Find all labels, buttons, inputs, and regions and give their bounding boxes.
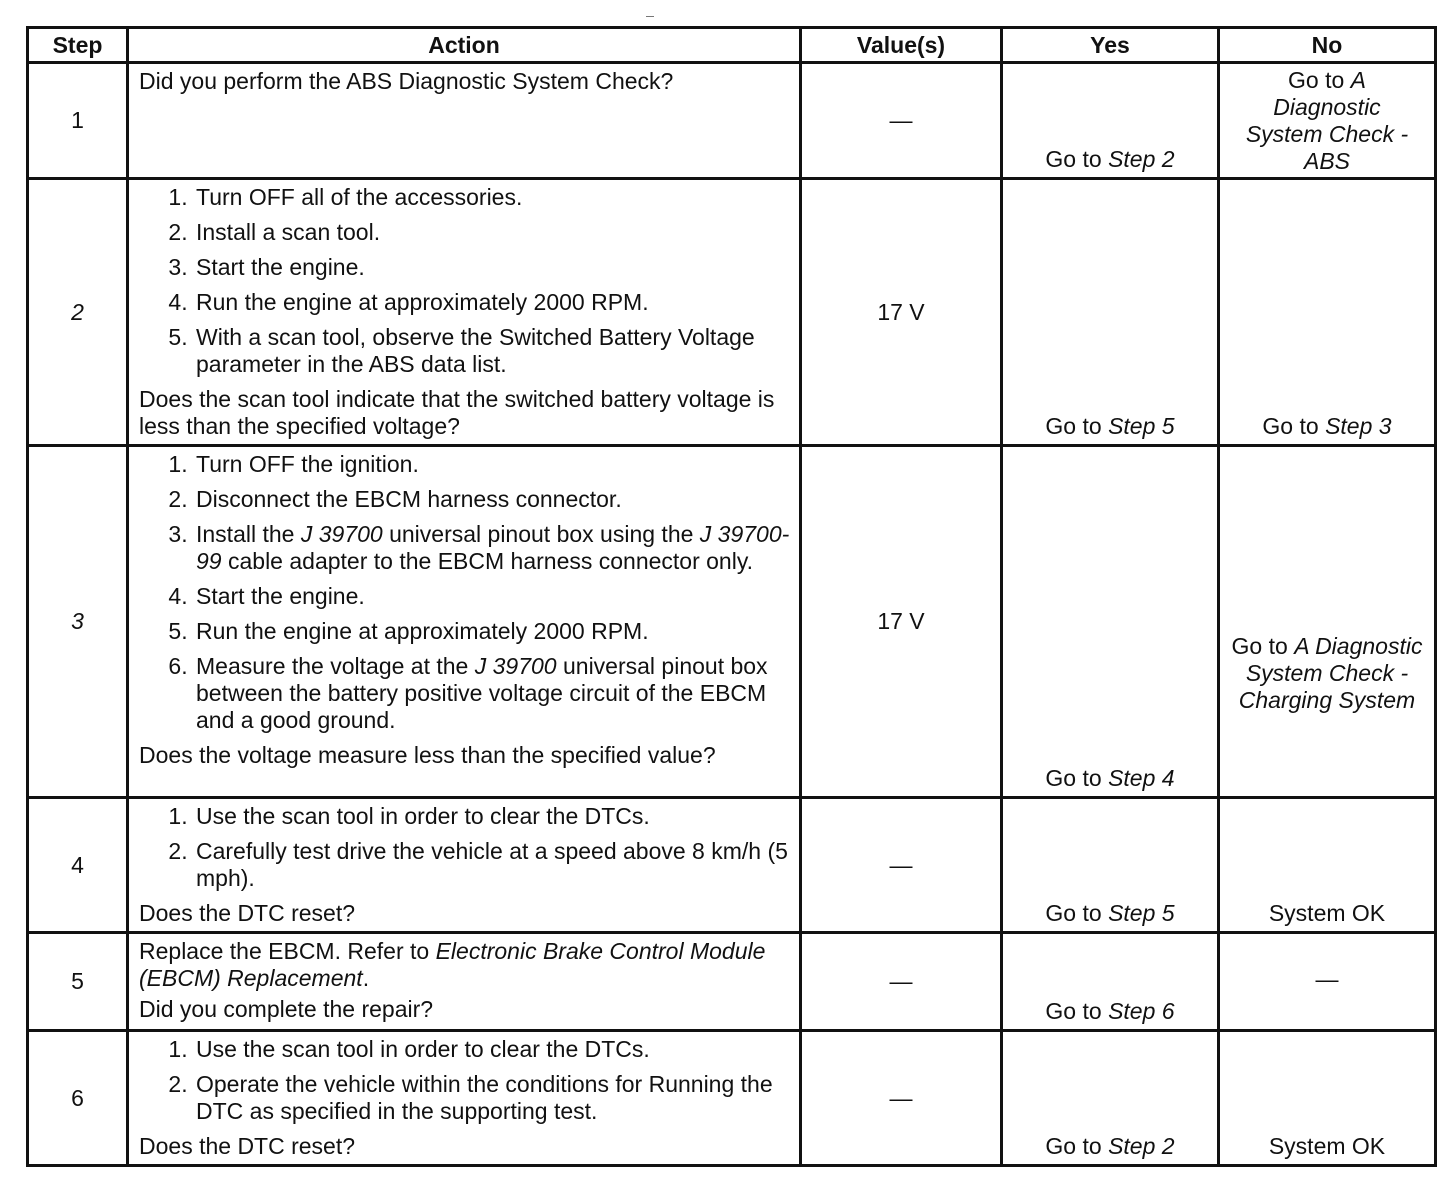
action-intro: Replace the EBCM. Refer to Electronic Brake Control Module (EBCM) Replacement. — [139, 938, 766, 991]
action-list — [139, 451, 791, 734]
header-row — [28, 28, 1436, 63]
value-cell: — — [801, 798, 1002, 933]
value-cell: — — [801, 933, 1002, 1031]
go-to-label: Go to — [1045, 413, 1102, 439]
action-cell — [128, 63, 801, 179]
go-to-label: Go to — [1262, 413, 1319, 439]
action-cell — [128, 1031, 801, 1166]
yes-cell — [1002, 446, 1219, 798]
header-action: Action — [128, 28, 801, 63]
action-question: Does the DTC reset? — [139, 1133, 356, 1159]
action-item: 4. Start the engine. — [194, 583, 791, 610]
go-to-label: Go to — [1045, 900, 1102, 926]
action-question: Does the voltage measure less than the specified value? — [139, 742, 716, 768]
yes-cell — [1002, 798, 1219, 933]
yes-cell — [1002, 933, 1219, 1031]
action-cell — [128, 446, 801, 798]
step-number: 1 — [28, 63, 128, 179]
action-item: 3. Install the J 39700 universal pinout box using the J 39700-99 cable adapter to the EBCM harness connector only. — [194, 521, 791, 575]
table-row — [28, 446, 1436, 798]
go-to-label: Go to — [1045, 146, 1102, 172]
action-item: 1. Use the scan tool in order to clear the DTCs. — [194, 803, 791, 830]
action-item: 1. Use the scan tool in order to clear the DTCs. — [194, 1036, 791, 1063]
yes-cell — [1002, 179, 1219, 446]
no-cell: — — [1219, 933, 1436, 1031]
no-target-link[interactable]: A Diagnostic System Check - Charging System — [1238, 633, 1423, 713]
table-row — [28, 933, 1436, 1031]
go-to-label: Go to — [1231, 633, 1288, 659]
reference-link[interactable]: Electronic Brake Control Module (EBCM) Replacement — [139, 938, 766, 991]
action-question: Does the DTC reset? — [139, 900, 356, 926]
no-cell — [1219, 446, 1436, 798]
yes-step-link[interactable]: Step 2 — [1108, 1133, 1175, 1159]
no-cell — [1219, 179, 1436, 446]
action-item: 2. Carefully test drive the vehicle at a speed above 8 km/h (5 mph). — [194, 838, 791, 892]
table-row — [28, 1031, 1436, 1166]
action-list — [139, 1036, 791, 1125]
action-cell — [128, 179, 801, 446]
action-cell — [128, 933, 801, 1031]
action-item: 2. Operate the vehicle within the conditions for Running the DTC as specified in the supporting test. — [194, 1071, 791, 1125]
no-cell: System OK — [1219, 1031, 1436, 1166]
header-values: Value(s) — [801, 28, 1002, 63]
go-to-label: Go to — [1045, 1133, 1102, 1159]
step-number: 6 — [28, 1031, 128, 1166]
yes-step-link[interactable]: Step 5 — [1108, 413, 1175, 439]
go-to-label: Go to — [1045, 765, 1102, 791]
value-cell: — — [801, 1031, 1002, 1166]
table-row — [28, 63, 1436, 179]
action-question: Does the scan tool indicate that the switched battery voltage is less than the specified voltage? — [139, 386, 775, 439]
step-number: 3 — [28, 446, 128, 798]
go-to-label: Go to — [1288, 66, 1345, 93]
action-list — [139, 803, 791, 892]
action-question: Did you complete the repair? — [139, 996, 434, 1022]
action-list — [139, 184, 791, 378]
go-to-label: Go to — [1045, 998, 1102, 1024]
no-step-link[interactable]: Step 3 — [1325, 413, 1392, 439]
action-item: 4. Run the engine at approximately 2000 RPM. — [194, 289, 791, 316]
yes-cell — [1002, 1031, 1219, 1166]
action-item: 2. Disconnect the EBCM harness connector. — [194, 486, 791, 513]
diagnostic-table — [26, 26, 1437, 1167]
step-number: 5 — [28, 933, 128, 1031]
header-step: Step — [28, 28, 128, 63]
action-item: 1. Turn OFF the ignition. — [194, 451, 791, 478]
value-cell: 17 V — [801, 179, 1002, 446]
action-item: 2. Install a scan tool. — [194, 219, 791, 246]
action-question: Did you perform the ABS Diagnostic System Check? — [139, 68, 674, 94]
yes-cell — [1002, 63, 1219, 179]
yes-step-link[interactable]: Step 2 — [1108, 146, 1175, 172]
scan-mark — [646, 16, 654, 17]
table-row — [28, 179, 1436, 446]
action-item: 5. With a scan tool, observe the Switched Battery Voltage parameter in the ABS data list. — [194, 324, 791, 378]
value-cell: — — [801, 63, 1002, 179]
action-item: 6. Measure the voltage at the J 39700 universal pinout box between the battery positive voltage circuit of the EBCM and a good ground. — [194, 653, 791, 734]
yes-step-link[interactable]: Step 4 — [1108, 765, 1175, 791]
no-cell — [1219, 63, 1436, 179]
table-row — [28, 798, 1436, 933]
header-no: No — [1219, 28, 1436, 63]
step-number: 4 — [28, 798, 128, 933]
action-item: 5. Run the engine at approximately 2000 RPM. — [194, 618, 791, 645]
no-cell: System OK — [1219, 798, 1436, 933]
action-cell — [128, 798, 801, 933]
yes-step-link[interactable]: Step 6 — [1108, 998, 1175, 1024]
header-yes: Yes — [1002, 28, 1219, 63]
action-item: 3. Start the engine. — [194, 254, 791, 281]
no-target-link[interactable]: A Diagnostic System Check - ABS — [1245, 66, 1409, 174]
step-number: 2 — [28, 179, 128, 446]
value-cell: 17 V — [801, 446, 1002, 798]
action-item: 1. Turn OFF all of the accessories. — [194, 184, 791, 211]
yes-step-link[interactable]: Step 5 — [1108, 900, 1175, 926]
